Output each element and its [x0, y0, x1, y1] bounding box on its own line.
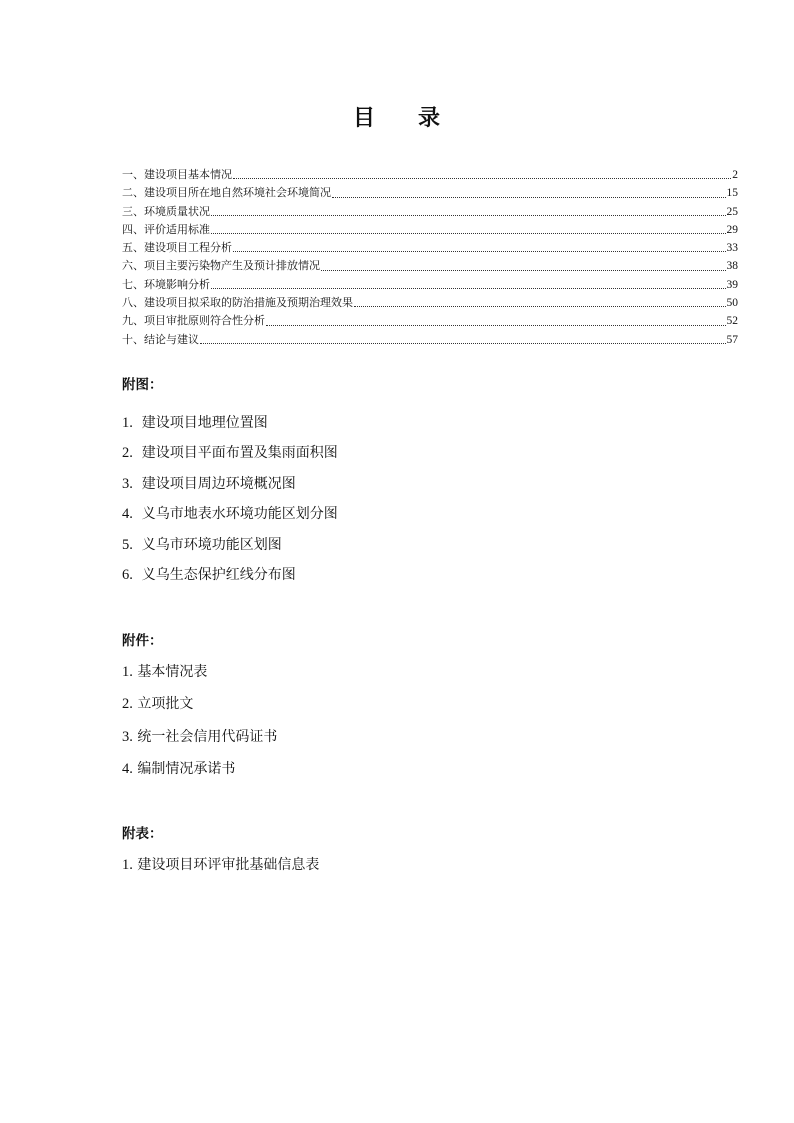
toc-leader-dots [332, 196, 726, 198]
toc-entry[interactable] [122, 331, 738, 349]
list-item-text: 建设项目周边环境概况图 [141, 475, 296, 492]
attachments-heading: 附件： [122, 633, 163, 649]
toc-entry-label: 八、建设项目拟采取的防治措施及预期治理效果 [122, 296, 353, 310]
toc-entry-page: 57 [726, 333, 738, 346]
list-item [122, 443, 338, 463]
toc-entry-page: 33 [726, 242, 738, 255]
list-item-text: 义乌生态保护红线分布图 [141, 566, 296, 583]
page-title [0, 104, 794, 134]
list-item [122, 727, 277, 747]
list-item-number: 6. [122, 566, 133, 583]
list-item [122, 474, 338, 494]
toc-leader-dots [233, 177, 731, 179]
toc-entry[interactable] [122, 276, 738, 294]
list-item-text: 立项批文 [137, 696, 194, 713]
list-item-text: 义乌市环境功能区划图 [141, 536, 282, 553]
list-item [122, 662, 277, 682]
list-item-number: 3. [122, 475, 133, 492]
toc-entry-page: 15 [726, 187, 738, 200]
attachments-list [122, 662, 277, 792]
list-item-number: 2. [122, 696, 133, 713]
figures-list [122, 413, 338, 595]
list-item-text: 统一社会信用代码证书 [137, 728, 278, 745]
toc-leader-dots [200, 342, 726, 344]
toc-entry[interactable] [122, 203, 738, 221]
toc-entry-page: 50 [726, 297, 738, 310]
toc-leader-dots [211, 214, 726, 216]
toc-leader-dots [354, 305, 726, 307]
toc-leader-dots [266, 324, 726, 326]
list-item [122, 413, 338, 433]
list-item-text: 基本情况表 [137, 664, 208, 680]
toc-entry[interactable] [122, 221, 738, 239]
list-item [122, 855, 319, 875]
list-item [122, 759, 277, 779]
toc-entry-label: 一、建设项目基本情况 [122, 168, 232, 181]
toc-entry[interactable] [122, 312, 738, 330]
list-item [122, 504, 338, 524]
toc-leader-dots [211, 232, 726, 234]
figures-heading: 附图： [122, 377, 163, 393]
toc-entry-label: 六、项目主要污染物产生及预计排放情况 [122, 259, 320, 273]
toc-entry[interactable] [122, 257, 738, 275]
title-char-left: 目 [352, 106, 376, 131]
toc-entry[interactable] [122, 166, 738, 184]
list-item-text: 建设项目环评审批基础信息表 [137, 857, 320, 873]
title-char-right: 录 [418, 106, 442, 131]
list-item-text: 编制情况承诺书 [137, 761, 236, 778]
list-item [122, 535, 338, 555]
toc-entry-label: 五、建设项目工程分析 [122, 241, 232, 255]
toc-entry-page: 38 [726, 260, 738, 273]
list-item-text: 建设项目平面布置及集雨面积图 [141, 445, 338, 462]
toc-entry[interactable] [122, 239, 738, 257]
toc-entry-page: 39 [726, 278, 738, 291]
toc-entry[interactable] [122, 294, 738, 312]
list-item-text: 义乌市地表水环境功能区划分图 [141, 506, 338, 523]
tables-heading: 附表： [122, 826, 163, 842]
toc-entry-label: 十、结论与建议 [122, 332, 199, 346]
toc-leader-dots [211, 287, 726, 289]
toc-entry-label: 七、环境影响分析 [122, 277, 210, 291]
toc-leader-dots [233, 250, 726, 252]
toc-entry-page: 2 [732, 169, 738, 181]
list-item-number: 4. [122, 761, 133, 778]
list-item-number: 4. [122, 506, 133, 523]
toc-entry-label: 四、评价适用标准 [122, 222, 210, 236]
toc-entry-page: 52 [726, 315, 738, 328]
list-item-number: 2. [122, 445, 133, 462]
table-of-contents [122, 166, 738, 349]
toc-entry[interactable] [122, 184, 738, 202]
toc-entry-label: 三、环境质量状况 [122, 204, 210, 218]
list-item-number: 3. [122, 728, 133, 745]
toc-leader-dots [321, 269, 726, 271]
list-item [122, 565, 338, 585]
toc-entry-label: 二、建设项目所在地自然环境社会环境简况 [122, 186, 331, 200]
list-item-number: 5. [122, 536, 133, 553]
list-item-number: 1. [122, 415, 133, 431]
list-item-number: 1. [122, 857, 133, 873]
list-item [122, 694, 277, 714]
list-item-text: 建设项目地理位置图 [141, 415, 268, 431]
toc-entry-label: 九、项目审批原则符合性分析 [122, 314, 265, 328]
list-item-number: 1. [122, 664, 133, 680]
toc-entry-page: 25 [726, 205, 738, 218]
toc-entry-page: 29 [726, 223, 738, 236]
tables-list [122, 855, 319, 875]
